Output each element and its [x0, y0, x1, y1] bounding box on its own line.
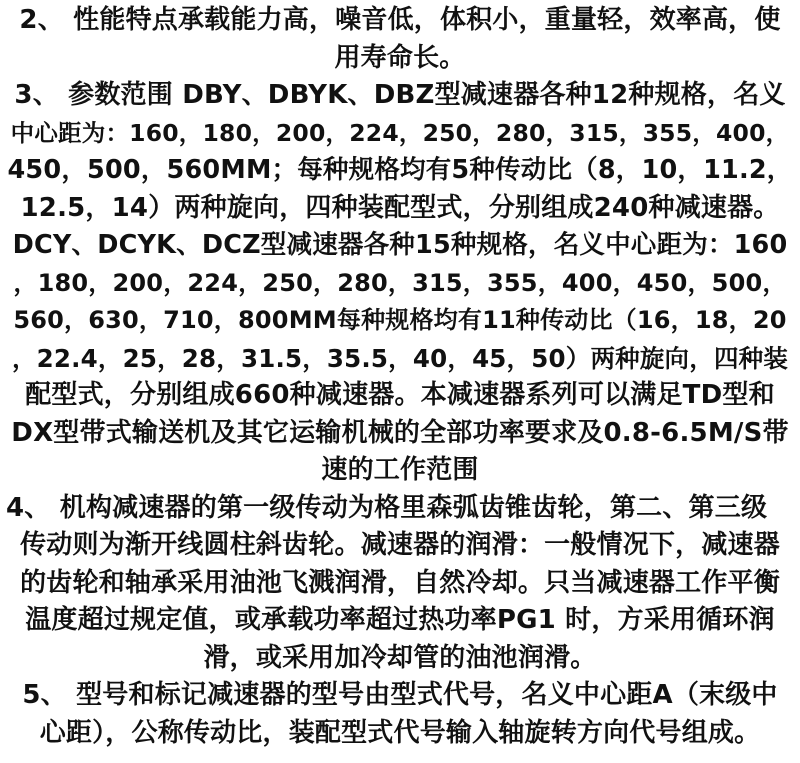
- text-line: 450，500，560MM；每种规格均有5种传动比（8，10，11.2，: [7, 155, 793, 185]
- text-line: 心距），公称传动比，装配型式代号输入轴旋转方向代号组成。: [39, 717, 761, 748]
- text-line: 的齿轮和轴承采用油池飞溅润滑，自然冷却。只当减速器工作平衡: [20, 567, 780, 598]
- text-line: 560，630，710，800MM每种规格均有11种传动比（16，18，20: [13, 306, 787, 334]
- text-line: 配型式，分别组成660种减速器。本减速器系列可以满足TD型和: [25, 380, 775, 410]
- text-line: 12.5，14）两种旋向，四种装配型式，分别组成240种减速器。: [20, 192, 780, 223]
- text-line: 5、 型号和标记减速器的型号由型式代号，名义中心距A（末级中: [22, 680, 778, 710]
- text-line: ，22.4，25，28，31.5，35.5，40，45，50）两种旋向，四种装: [11, 343, 789, 373]
- text-line: 中心距为：160，180，200，224，250，280，315，355，400，: [10, 118, 790, 147]
- text-line: 用寿命长。: [334, 42, 466, 73]
- text-line: 2、 性能特点承载能力高，噪音低，体积小，重量轻，效率高，使: [19, 5, 781, 35]
- text-line: 滑，或采用加冷却管的油池润滑。: [203, 642, 597, 673]
- text-line: ，180，200，224，250，280，315，355，400，450，500，: [13, 268, 787, 297]
- text-line: DX型带式输送机及其它运输机械的全部功率要求及0.8-6.5M/S带: [11, 417, 789, 448]
- text-line: 3、 参数范围 DBY、DBYK、DBZ型减速器各种12种规格，名义: [14, 80, 786, 110]
- text-line: 温度超过规定值，或承载功率超过热功率PG1 时，方采用循环润: [25, 605, 775, 635]
- text-line: 速的工作范围: [321, 455, 479, 485]
- text-line: 4、 机构减速器的第一级传动为格里森弧齿锥齿轮，第二、第三级: [6, 492, 768, 523]
- text-line: DCY、DCYK、DCZ型减速器各种15种规格，名义中心距为：160: [12, 230, 788, 260]
- text-line: 传动则为渐开线圆柱斜齿轮。减速器的润滑：一般情况下，减速器: [20, 530, 780, 560]
